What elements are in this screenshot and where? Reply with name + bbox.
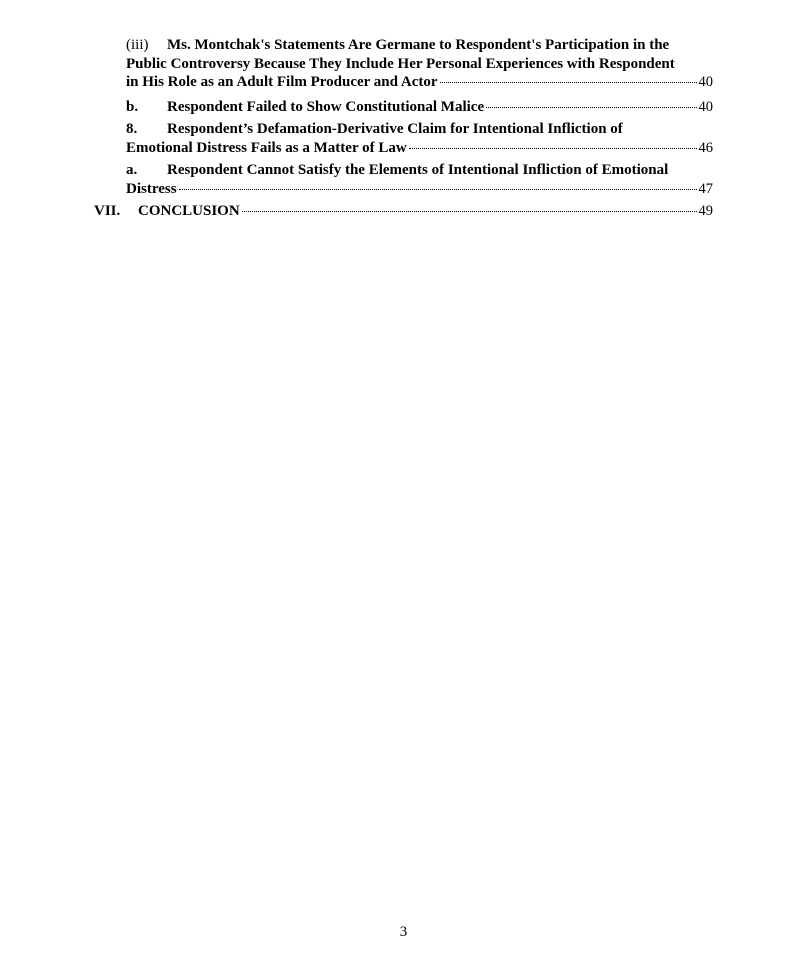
toc-entry bbox=[126, 161, 713, 198]
toc-entry-title-line: Respondent Cannot Satisfy the Elements of Intentional Infliction of Emotional bbox=[167, 162, 669, 178]
page-number: 3 bbox=[399, 924, 408, 940]
toc-entry-page: 47 bbox=[698, 180, 713, 197]
toc-entry-page: 46 bbox=[698, 139, 713, 156]
toc-entry-title-line: in His Role as an Adult Film Producer and Actor bbox=[126, 74, 438, 90]
toc-entry-title-line: CONCLUSION bbox=[138, 203, 240, 219]
toc-entry-title-line: Respondent’s Defamation-Derivative Claim for Intentional Infliction of bbox=[167, 121, 623, 137]
toc-entry-number: VII. bbox=[94, 203, 121, 219]
dot-leader bbox=[440, 82, 697, 83]
toc-entry-number: a. bbox=[126, 162, 138, 178]
toc-entry bbox=[126, 120, 713, 157]
toc-entry-page: 40 bbox=[698, 98, 713, 115]
toc-entry-page: 40 bbox=[698, 74, 713, 90]
toc-entry bbox=[94, 202, 713, 221]
dot-leader bbox=[409, 148, 697, 149]
toc-entry-title-line: Distress bbox=[126, 180, 177, 197]
toc-entry-number: (iii) bbox=[126, 37, 149, 53]
toc-entry-number: 8. bbox=[126, 121, 138, 137]
toc-entry-page: 49 bbox=[698, 203, 713, 219]
toc-entry bbox=[126, 36, 713, 92]
toc-entry-title-line: Public Controversy Because They Include Her Personal Experiences with Respondent bbox=[126, 55, 675, 72]
dot-leader bbox=[179, 189, 697, 190]
toc-entry-title-line: Respondent Failed to Show Constitutional Malice bbox=[167, 98, 485, 115]
dot-leader bbox=[486, 107, 696, 108]
dot-leader bbox=[242, 211, 697, 212]
toc-entry bbox=[126, 98, 713, 117]
table-of-contents bbox=[0, 36, 807, 221]
toc-entry-number: b. bbox=[126, 98, 139, 115]
toc-entry-title-line: Ms. Montchak's Statements Are Germane to Respondent's Participation in the bbox=[167, 37, 670, 53]
toc-entry-title-line: Emotional Distress Fails as a Matter of Law bbox=[126, 139, 407, 156]
